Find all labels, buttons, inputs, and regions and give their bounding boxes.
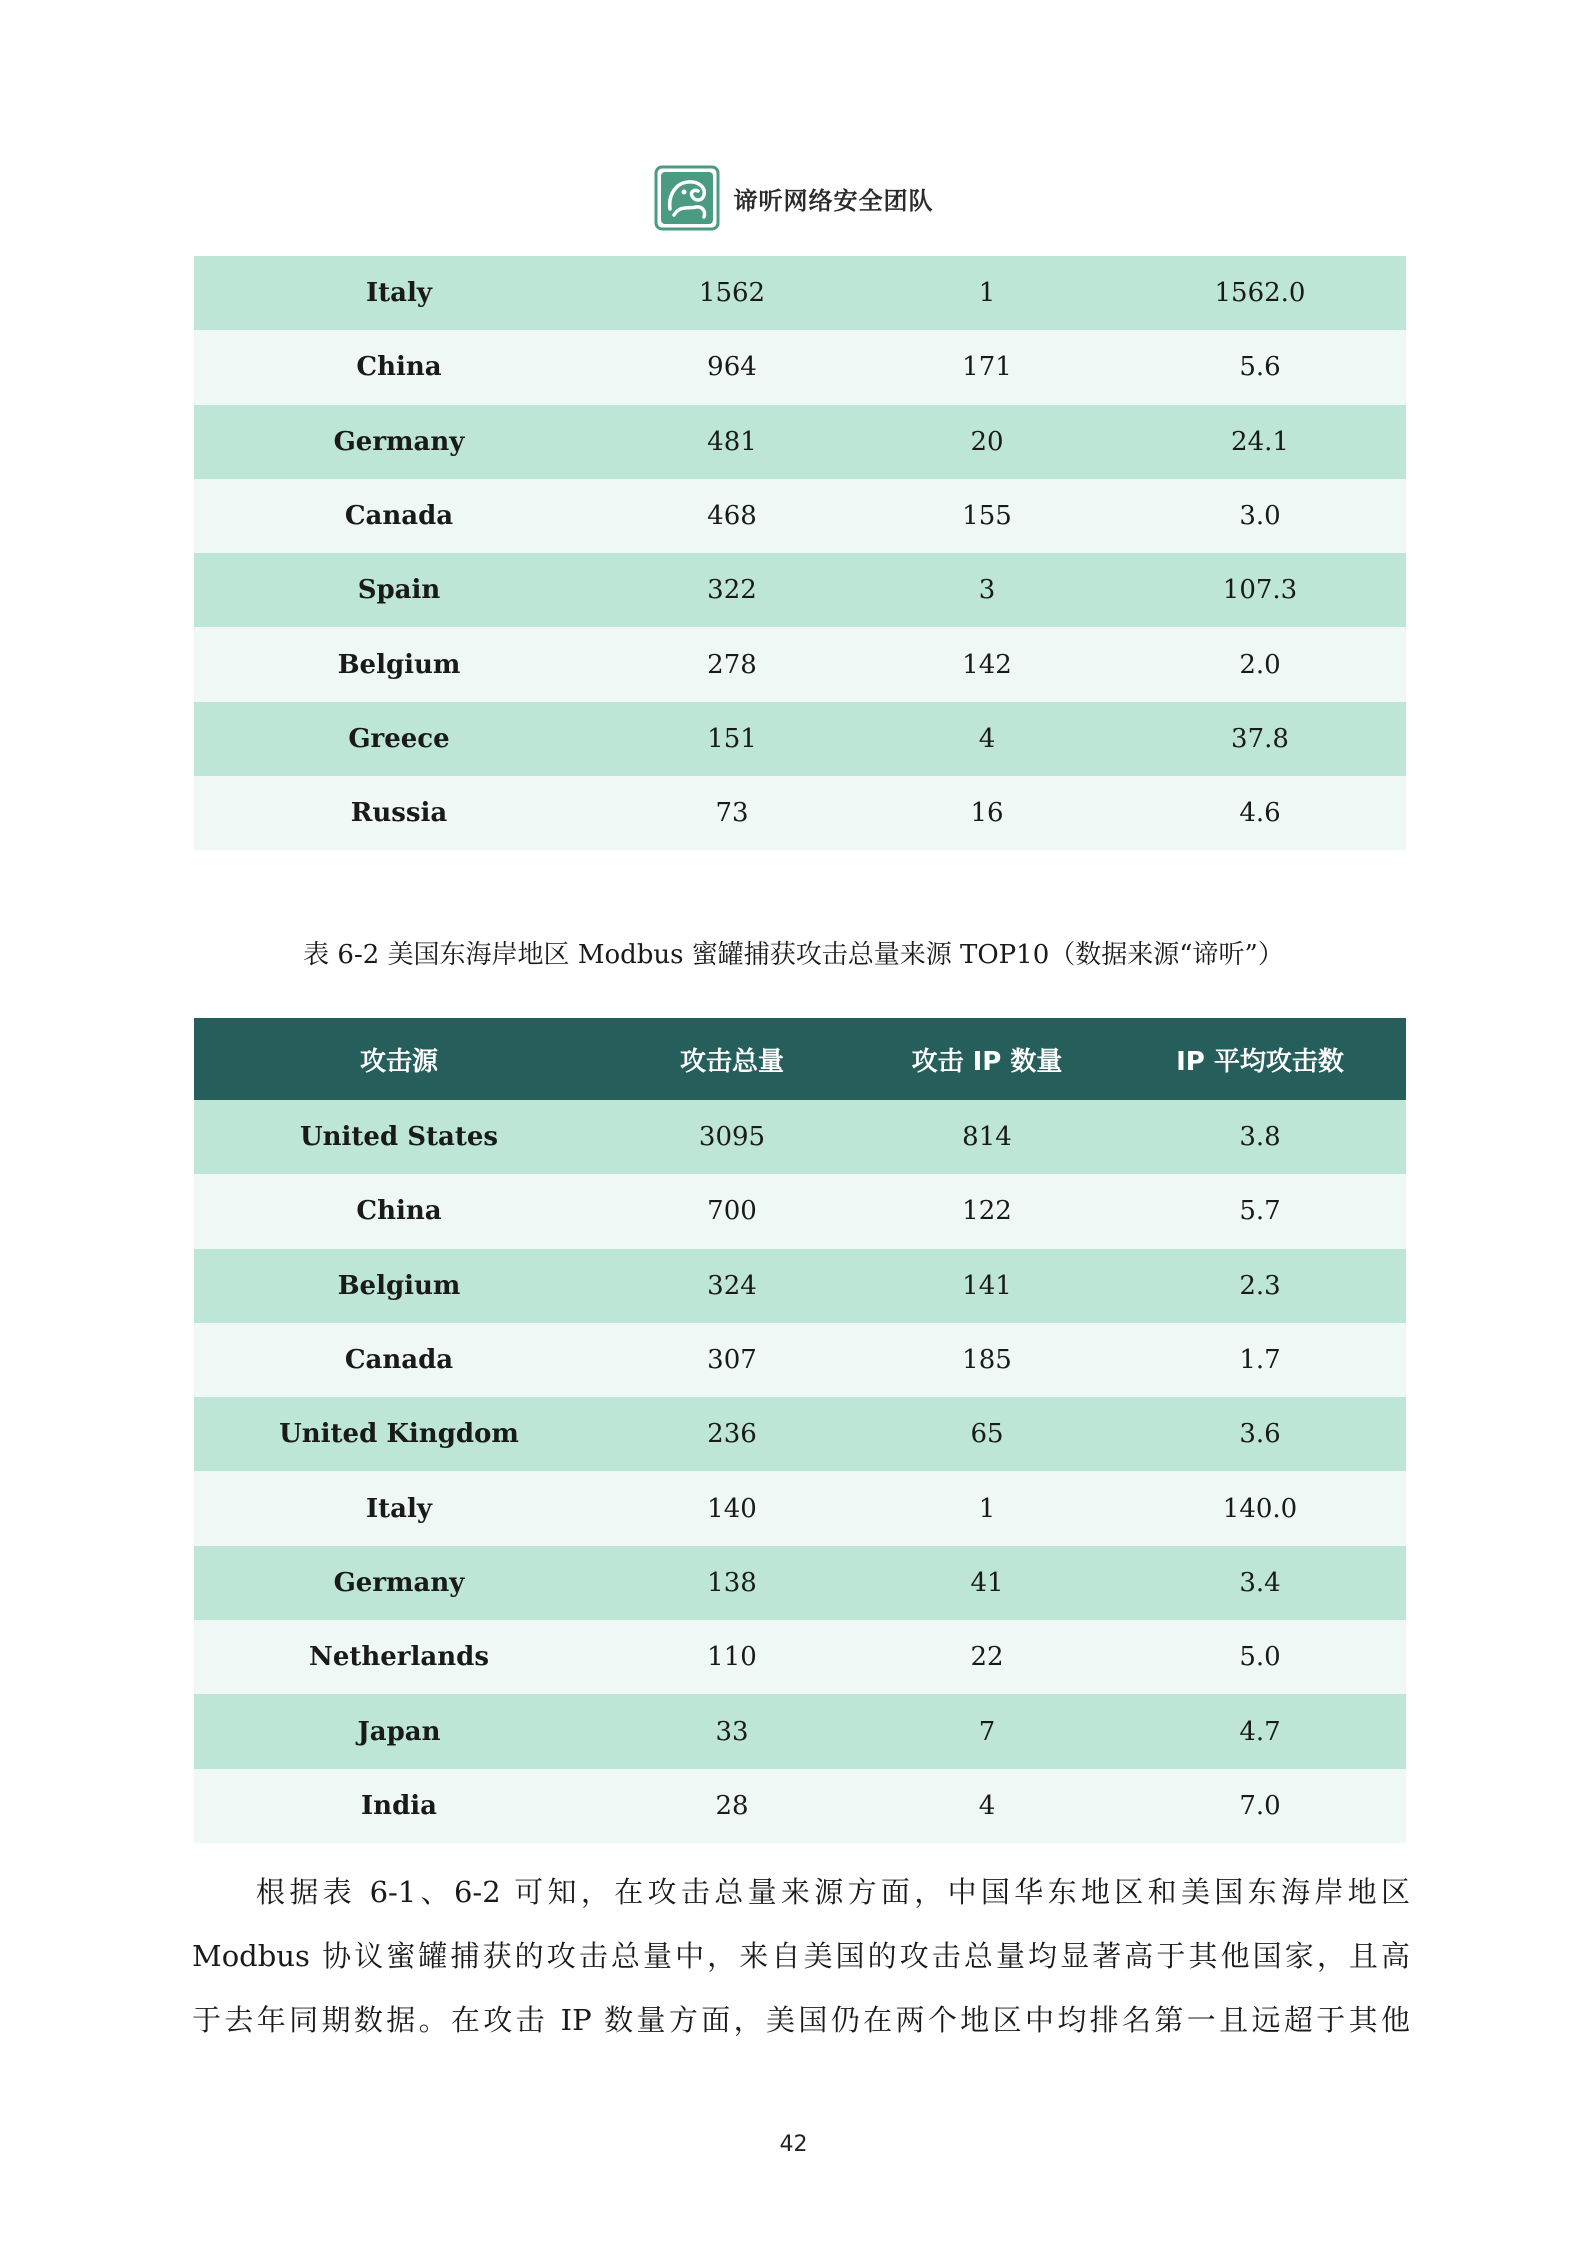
country-cell: Italy: [194, 1471, 604, 1545]
ip-count-cell: 65: [860, 1397, 1114, 1471]
total-cell: 236: [604, 1397, 860, 1471]
country-cell: Belgium: [194, 1249, 604, 1323]
country-cell: Canada: [194, 1323, 604, 1397]
ip-count-cell: 20: [860, 405, 1114, 479]
total-cell: 3095: [604, 1100, 860, 1174]
table-row: [194, 256, 1406, 330]
avg-cell: 1562.0: [1114, 256, 1406, 330]
total-cell: 322: [604, 553, 860, 627]
country-cell: United States: [194, 1100, 604, 1174]
avg-cell: 24.1: [1114, 405, 1406, 479]
country-cell: Netherlands: [194, 1620, 604, 1694]
column-header-total: 攻击总量: [604, 1018, 860, 1100]
ip-count-cell: 1: [860, 256, 1114, 330]
page-header: [0, 162, 1587, 234]
total-cell: 700: [604, 1174, 860, 1248]
table-row: [194, 1174, 1406, 1248]
table-header-row: [194, 1018, 1406, 1100]
avg-cell: 3.4: [1114, 1546, 1406, 1620]
table-row: [194, 553, 1406, 627]
total-cell: 151: [604, 702, 860, 776]
country-cell: Germany: [194, 1546, 604, 1620]
table-row: [194, 776, 1406, 850]
column-header-source: 攻击源: [194, 1018, 604, 1100]
total-cell: 481: [604, 405, 860, 479]
ip-count-cell: 4: [860, 702, 1114, 776]
page-number: 42: [779, 2132, 808, 2157]
total-cell: 468: [604, 479, 860, 553]
avg-cell: 140.0: [1114, 1471, 1406, 1545]
total-cell: 1562: [604, 256, 860, 330]
table-row: [194, 1471, 1406, 1545]
table-row: [194, 1546, 1406, 1620]
avg-cell: 3.0: [1114, 479, 1406, 553]
table-row: [194, 627, 1406, 701]
country-cell: Germany: [194, 405, 604, 479]
total-cell: 28: [604, 1769, 860, 1843]
ip-count-cell: 814: [860, 1100, 1114, 1174]
avg-cell: 2.3: [1114, 1249, 1406, 1323]
ip-count-cell: 155: [860, 479, 1114, 553]
ip-count-cell: 7: [860, 1694, 1114, 1768]
country-cell: Japan: [194, 1694, 604, 1768]
paragraph-line: Modbus 协议蜜罐捕获的攻击总量中，来自美国的攻击总量均显著高于其他国家，且高: [192, 1939, 1410, 1973]
country-cell: India: [194, 1769, 604, 1843]
avg-cell: 5.6: [1114, 330, 1406, 404]
total-cell: 140: [604, 1471, 860, 1545]
total-cell: 964: [604, 330, 860, 404]
ip-count-cell: 1: [860, 1471, 1114, 1545]
avg-cell: 7.0: [1114, 1769, 1406, 1843]
avg-cell: 5.0: [1114, 1620, 1406, 1694]
total-cell: 307: [604, 1323, 860, 1397]
total-cell: 324: [604, 1249, 860, 1323]
ip-count-cell: 171: [860, 330, 1114, 404]
paragraph-line: 根据表 6-1、6-2 可知，在攻击总量来源方面，中国华东地区和美国东海岸地区: [256, 1875, 1410, 1909]
table-row: [194, 1100, 1406, 1174]
table-row: [194, 479, 1406, 553]
avg-cell: 107.3: [1114, 553, 1406, 627]
total-cell: 138: [604, 1546, 860, 1620]
country-cell: China: [194, 1174, 604, 1248]
table-row: [194, 1620, 1406, 1694]
avg-cell: 1.7: [1114, 1323, 1406, 1397]
ip-count-cell: 122: [860, 1174, 1114, 1248]
table-row: [194, 1694, 1406, 1768]
attack-source-table-east-china: [194, 256, 1406, 850]
country-cell: Greece: [194, 702, 604, 776]
ip-count-cell: 185: [860, 1323, 1114, 1397]
avg-cell: 5.7: [1114, 1174, 1406, 1248]
table-row: [194, 330, 1406, 404]
table-row: [194, 1249, 1406, 1323]
avg-cell: 4.6: [1114, 776, 1406, 850]
table-row: [194, 1323, 1406, 1397]
country-cell: Italy: [194, 256, 604, 330]
country-cell: Spain: [194, 553, 604, 627]
total-cell: 73: [604, 776, 860, 850]
country-cell: Canada: [194, 479, 604, 553]
ip-count-cell: 22: [860, 1620, 1114, 1694]
total-cell: 33: [604, 1694, 860, 1768]
country-cell: Belgium: [194, 627, 604, 701]
paragraph-line: 于去年同期数据。在攻击 IP 数量方面，美国仍在两个地区中均排名第一且远超于其他: [192, 2003, 1410, 2037]
body-paragraph: [192, 1860, 1410, 2052]
country-cell: United Kingdom: [194, 1397, 604, 1471]
header-title: 谛听网络安全团队: [733, 186, 934, 215]
avg-cell: 3.6: [1114, 1397, 1406, 1471]
ip-count-cell: 141: [860, 1249, 1114, 1323]
ip-count-cell: 142: [860, 627, 1114, 701]
table-row: [194, 1397, 1406, 1471]
avg-cell: 4.7: [1114, 1694, 1406, 1768]
ip-count-cell: 16: [860, 776, 1114, 850]
total-cell: 110: [604, 1620, 860, 1694]
ip-count-cell: 41: [860, 1546, 1114, 1620]
table-row: [194, 702, 1406, 776]
table-caption: 表 6-2 美国东海岸地区 Modbus 蜜罐捕获攻击总量来源 TOP10（数据来源“谛听”）: [303, 940, 1284, 970]
column-header-ip-count: 攻击 IP 数量: [860, 1018, 1114, 1100]
ip-count-cell: 3: [860, 553, 1114, 627]
avg-cell: 3.8: [1114, 1100, 1406, 1174]
country-cell: Russia: [194, 776, 604, 850]
ip-count-cell: 4: [860, 1769, 1114, 1843]
table-row: [194, 405, 1406, 479]
attack-source-table-us-east-coast: [194, 1018, 1406, 1843]
dragon-seal-logo-icon: [654, 165, 720, 231]
total-cell: 278: [604, 627, 860, 701]
avg-cell: 37.8: [1114, 702, 1406, 776]
avg-cell: 2.0: [1114, 627, 1406, 701]
column-header-avg: IP 平均攻击数: [1114, 1018, 1406, 1100]
table-row: [194, 1769, 1406, 1843]
country-cell: China: [194, 330, 604, 404]
